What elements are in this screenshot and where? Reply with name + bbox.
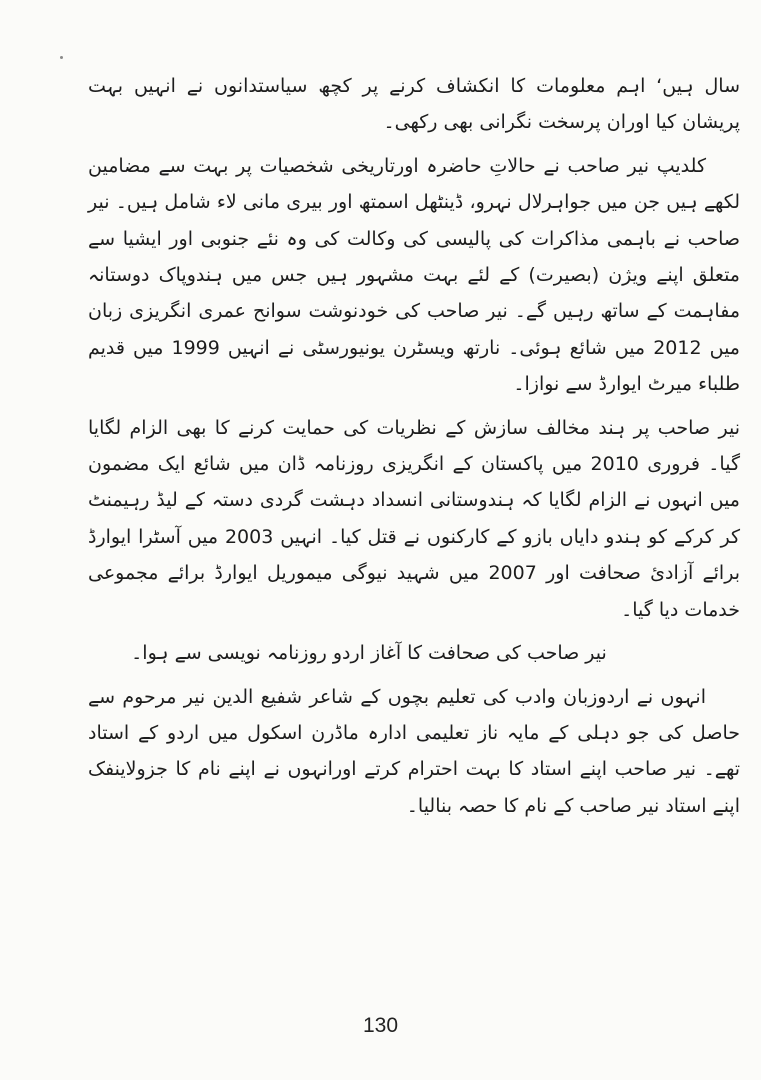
paragraph-2: کلدیپ نیر صاحب نے حالاتِ حاضرہ اورتاریخی شخصیات پر بہت سے مضامین لکھے ہیں جن میں جواہرلال نہرو، ڈینٹھل اسمتھ اور بیری مانی لاء شامل ہیں۔ نیر صاحب نے باہمی مذاکرات کی پالیسی کی وکالت کی وہ نئے جنوبی اور ایشیا سے متعلق اپنے ویژن (بصیرت) کے لئے بہت مشہور ہیں جس میں ہندوپاک دوستانہ مفاہمت کے ساتھ رہیں گے۔ نیر صاحب کی خودنوشت سوانح عمری انگریزی زبان میں 2012 میں شائع ہوئی۔ نارتھ ویسٹرن یونیورسٹی نے انہیں 1999 میں قدیم طلباء میرٹ ایوارڈ سے نوازا۔	[88, 154, 740, 396]
paragraph-4: نیر صاحب کی صحافت کا آغاز اردو روزنامہ نویسی سے ہوا۔	[131, 642, 607, 665]
paragraph-1: سال ہیں‘ اہم معلومات کا انکشاف کرنے پر کچھ سیاستدانوں نے انہیں بہت پریشان کیا اوران پرسخت نگرانی بھی رکھی۔	[88, 75, 740, 134]
body-text	[88, 68, 740, 831]
page-number: 130	[362, 1014, 399, 1037]
paragraph-3: نیر صاحب پر ہند مخالف سازش کے نظریات کی حمایت کرنے کا بھی الزام لگایا گیا۔ فروری 2010 میں پاکستان کے انگریزی روزنامہ ڈان میں شائع ایک مضمون میں انہوں نے الزام لگایا کہ ہندوستانی انسداد دہشت گردی دستہ کے لیڈ رہیمنٹ کر کرکے کو ہندو دایاں بازو کے کارکنوں نے قتل کیا۔ انہیں 2003 میں آسٹرا ایوارڈ برائے آزادیٔ صحافت اور 2007 میں شہید نیوگی میموریل ایوارڈ برائے مجموعی خدمات دیا گیا۔	[88, 416, 740, 621]
scan-speck	[60, 56, 63, 59]
paragraph-5: انہوں نے اردوزبان وادب کی تعلیم بچوں کے شاعر شفیع الدین نیر مرحوم سے حاصل کی جو دہلی کے مایہ ناز تعلیمی ادارہ ماڈرن اسکول میں اردو کے استاد تھے۔ نیر صاحب اپنے استاد کا بہت احترام کرتے اورانہوں نے اپنے نام کا جزولاینفک اپنے استاد نیر صاحب کے نام کا حصہ بنالیا۔	[88, 685, 740, 817]
